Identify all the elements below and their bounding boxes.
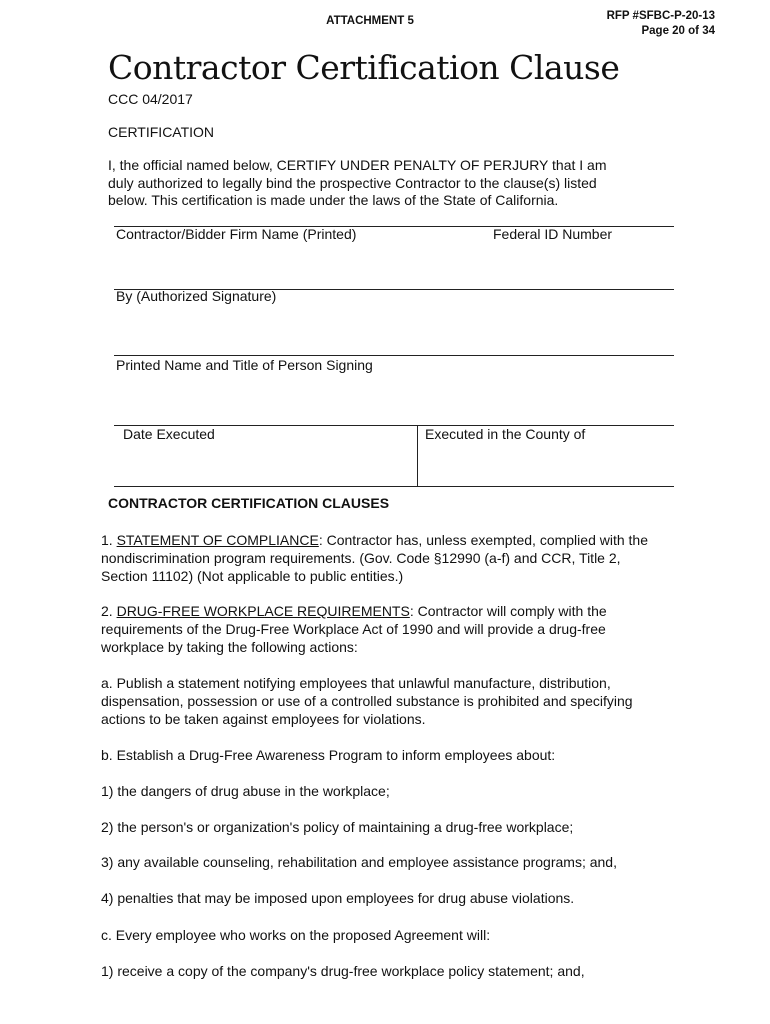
clauses-heading: CONTRACTOR CERTIFICATION CLAUSES <box>108 495 390 511</box>
printed-name-field[interactable]: Printed Name and Title of Person Signing <box>116 357 373 373</box>
attachment-label: ATTACHMENT 5 <box>326 15 414 27</box>
clause-text: workplace by taking the following actions: <box>101 639 358 655</box>
certification-heading: CERTIFICATION <box>108 124 215 140</box>
item-text: dispensation, possession or use of a controlled substance is prohibited and specifying <box>101 693 633 709</box>
clause-text: : Contractor will comply with the <box>409 603 607 619</box>
clause-text: nondiscrimination program requirements. (Gov. Code §12990 (a-f) and CCR, Title 2, <box>101 550 621 566</box>
clause-title: STATEMENT OF COMPLIANCE <box>116 532 319 548</box>
date-executed-field[interactable]: Date Executed <box>123 426 215 442</box>
item-text: a. Publish a statement notifying employees that unlawful manufacture, distribution, <box>101 675 611 691</box>
signature-field[interactable]: By (Authorized Signature) <box>116 288 277 304</box>
form-rule <box>114 355 674 356</box>
item-b: b. Establish a Drug-Free Awareness Program to inform employees about: <box>101 747 556 763</box>
rfp-number: RFP #SFBC-P-20-13 <box>606 10 715 22</box>
page-reference <box>607 9 715 39</box>
intro-line: I, the official named below, CERTIFY UNDER PENALTY OF PERJURY that I am <box>108 157 607 173</box>
list-item: 1) the dangers of drug abuse in the workplace; <box>101 783 390 799</box>
list-item: 1) receive a copy of the company's drug-free workplace policy statement; and, <box>101 963 585 979</box>
item-a <box>101 674 701 728</box>
clause-number: 2. <box>101 603 117 619</box>
federal-id-field[interactable]: Federal ID Number <box>493 226 613 242</box>
clause-statement-of-compliance <box>101 531 701 585</box>
item-text: actions to be taken against employees for violations. <box>101 711 426 727</box>
clause-title: DRUG-FREE WORKPLACE REQUIREMENTS <box>116 603 410 619</box>
form-rule <box>114 486 674 487</box>
form-divider <box>417 425 418 487</box>
county-field[interactable]: Executed in the County of <box>425 426 586 442</box>
clause-drug-free-workplace <box>101 602 701 656</box>
intro-line: below. This certification is made under the laws of the State of California. <box>108 192 559 208</box>
list-item: 3) any available counseling, rehabilitation and employee assistance programs; and, <box>101 854 617 870</box>
clause-text: Section 11102) (Not applicable to public entities.) <box>101 568 404 584</box>
ccc-code: CCC 04/2017 <box>108 91 193 107</box>
page-title: Contractor Certification Clause <box>108 48 620 87</box>
clause-number: 1. <box>101 532 117 548</box>
firm-name-field[interactable]: Contractor/Bidder Firm Name (Printed) <box>116 226 357 242</box>
intro-line: duly authorized to legally bind the prospective Contractor to the clause(s) listed <box>108 175 597 191</box>
list-item: 4) penalties that may be imposed upon employees for drug abuse violations. <box>101 890 575 906</box>
item-c: c. Every employee who works on the proposed Agreement will: <box>101 927 491 943</box>
clause-text: requirements of the Drug-Free Workplace Act of 1990 and will provide a drug-free <box>101 621 606 637</box>
clause-text: : Contractor has, unless exempted, complied with the <box>318 532 648 548</box>
list-item: 2) the person's or organization's policy of maintaining a drug-free workplace; <box>101 819 574 835</box>
page-number: Page 20 of 34 <box>641 25 715 37</box>
